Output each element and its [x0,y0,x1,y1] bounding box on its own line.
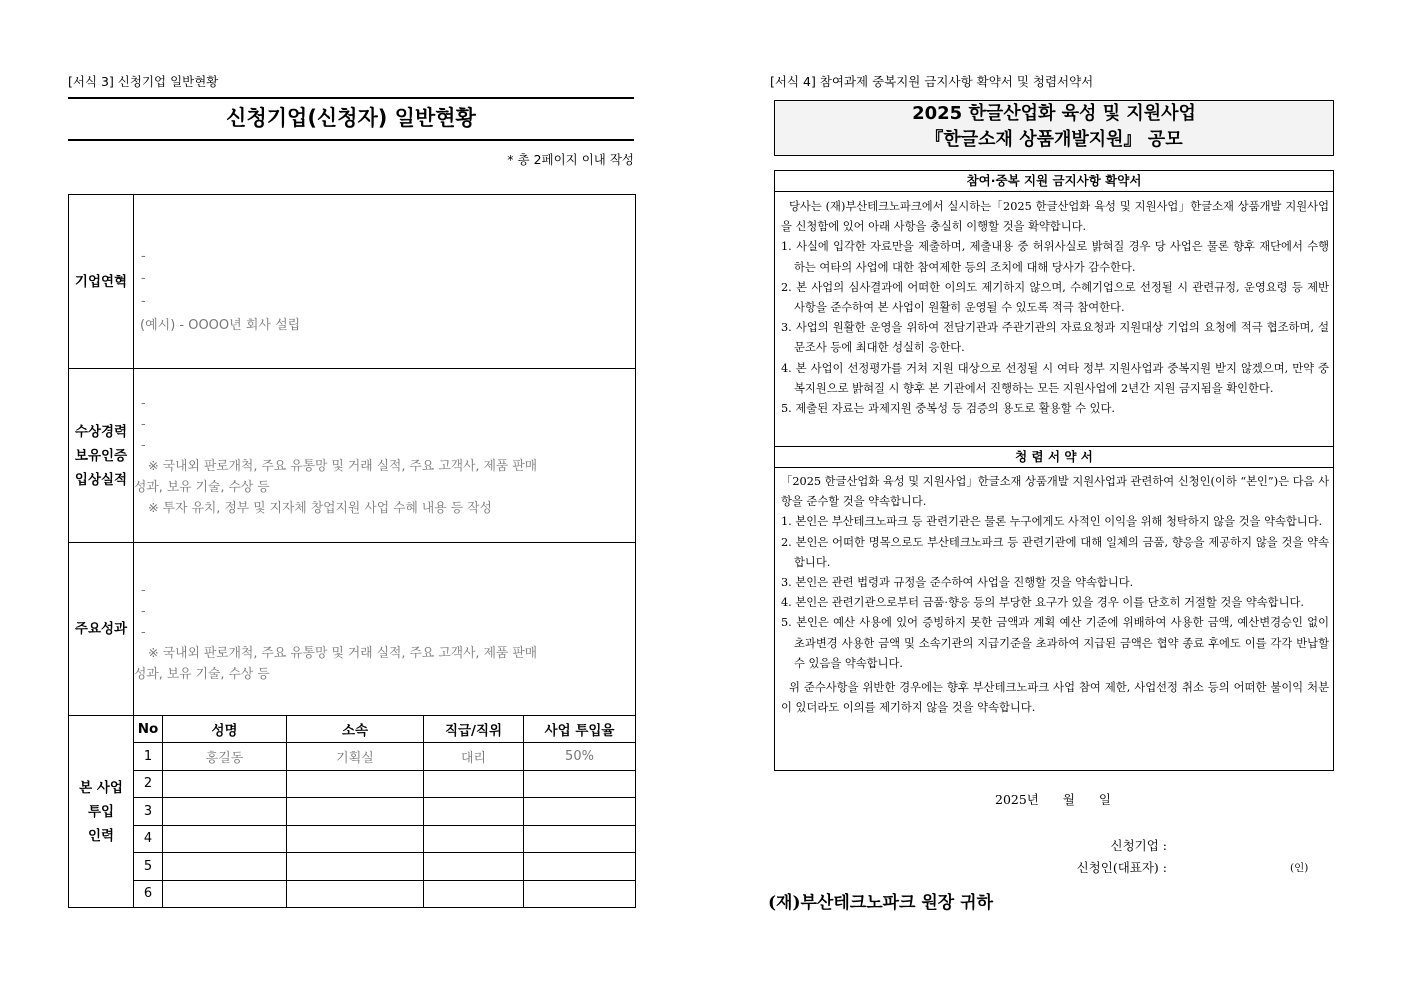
staff-head [69,716,134,908]
staff-cell-rate[interactable] [524,880,636,908]
staff-cell-name[interactable] [163,880,287,908]
integrity-body [781,472,1329,718]
integrity-outro: 위 준수사항을 위반한 경우에는 향후 부산테크노파크 사업 참여 제한, 사업선정 취소 등의 어떠한 불이익 처분이 있더라도 이의를 제기하지 않을 것을 약속합니다. [781,681,1329,715]
staff-col-position: 직급/직위 [424,716,524,743]
addressee: (재)부산테크노파크 원장 귀하 [768,893,993,913]
form-3-label: [서식 3] 신청기업 일반현황 [68,74,219,89]
history-line: - [141,293,146,309]
staff-cell-no: 2 [134,770,163,798]
table-row [69,853,636,881]
announcement-title-line-2: 『한글소재 상품개발지원』 공모 [925,129,1183,150]
pledge-item: 3. 사업의 원활한 운영을 위하여 전담기관과 주관기관의 자료요청과 지원대상 기업의 요청에 적극 협조하며, 설문조사 등에 최대한 성실히 응한다. [781,321,1329,355]
table-row [69,880,636,908]
history-head: 기업연혁 [69,195,134,369]
staff-cell-rate[interactable]: 50% [524,743,636,771]
staff-cell-position[interactable]: 대리 [424,743,524,771]
staff-cell-position[interactable] [424,853,524,881]
applicant-company-label: 신청기업 : [1110,838,1167,853]
staff-cell-no: 3 [134,798,163,826]
integrity-item: 5. 본인은 예산 사용에 있어 증빙하지 못한 금액과 계획 예산 기준에 위배하여 사용한 금액, 예산변경승인 없이 초과변경 사용한 금액 및 소속기관의 지급기준을 초과하여 지급된 금액은 협약 종료 후에도 이를 각각 반납할 수 있음을 약속합니다. [781,616,1329,670]
pledge-item: 5. 제출된 자료는 과제지원 중복성 등 검증의 용도로 활용할 수 있다. [781,402,1116,416]
signature-date[interactable]: 2025년 월 일 [995,792,1111,807]
staff-header-row [69,716,636,743]
achievements-line: - [141,603,146,619]
staff-cell-name[interactable]: 홍길동 [163,743,287,771]
pledge-item: 1. 사실에 입각한 자료만을 제출하며, 제출내용 중 허위사실로 밝혀질 경우 당 사업은 물론 향후 재단에서 수행하는 여타의 사업에 대한 참여제한 등의 조치에 대해 당사가 감수한다. [781,240,1329,274]
integrity-item: 1. 본인은 부산테크노파크 등 관련기관은 물론 누구에게도 사적인 이익을 위해 청탁하지 않을 것을 약속합니다. [781,515,1323,529]
announcement-title-line-1: 2025 한글산업화 육성 및 지원사업 [912,103,1196,124]
staff-cell-department[interactable] [287,825,424,853]
staff-head-line: 투입 [87,803,115,820]
staff-cell-name[interactable] [163,825,287,853]
staff-cell-position[interactable] [424,880,524,908]
page-limit-note: * 총 2페이지 이내 작성 [507,152,634,167]
table-row [69,743,636,771]
table-row [69,825,636,853]
applicant-rep-label: 신청인(대표자) : [1076,860,1167,875]
integrity-item: 3. 본인은 관련 법령과 규정을 준수하여 사업을 진행할 것을 약속합니다. [781,576,1134,590]
awards-row [69,369,636,543]
staff-cell-no: 4 [134,825,163,853]
awards-line: - [141,416,146,432]
pledge-intro: 당사는 (재)부산테크노파크에서 실시하는「2025 한글산업화 육성 및 지원사업」한글소재 상품개발 지원사업을 신청함에 있어 아래 사항을 충실히 이행할 것을 확약합니다. [781,200,1329,234]
staff-cell-rate[interactable] [524,853,636,881]
staff-col-name: 성명 [163,716,287,743]
pledge-box [774,170,1334,771]
announcement-title-box [774,100,1334,156]
achievements-head: 주요성과 [69,543,134,716]
staff-cell-name[interactable] [163,853,287,881]
integrity-item: 2. 본인은 어떠한 명목으로도 부산테크노파크 등 관련기관에 대해 일체의 금품, 향응을 제공하지 않을 것을 약속합니다. [781,535,1329,569]
staff-cell-name[interactable] [163,798,287,826]
awards-note-2: ※ 투자 유치, 정부 및 지자체 창업지원 사업 수혜 내용 등 작성 [148,500,492,516]
awards-field[interactable] [134,369,636,543]
staff-cell-department[interactable] [287,880,424,908]
title-rule-bottom [68,139,634,141]
seal-mark: (인) [1290,862,1309,874]
staff-cell-no: 5 [134,853,163,881]
staff-col-no: No [134,716,163,743]
integrity-intro: 「2025 한글산업화 육성 및 지원사업」한글소재 상품개발 지원사업과 관련하여 신청인(이하 “본인”)은 다음 사항을 준수할 것을 약속합니다. [781,475,1329,509]
staff-cell-rate[interactable] [524,798,636,826]
staff-col-rate: 사업 투입율 [524,716,636,743]
achievements-field[interactable] [134,543,636,716]
table-row [69,798,636,826]
achievements-row [69,543,636,716]
pledge-item: 2. 본 사업의 심사결과에 어떠한 이의도 제기하지 않으며, 수혜기업으로 선정될 시 관련규정, 운영요령 등 제반사항을 준수하여 본 사업이 원활히 운영될 수 있도록 적극 참여한다. [781,280,1329,315]
awards-line: - [141,395,146,411]
title-rule-top [68,97,634,99]
staff-col-department: 소속 [287,716,424,743]
general-status-table [68,194,636,908]
history-row [69,195,636,369]
awards-head [69,369,134,543]
awards-head-line: 보유인증 [74,447,128,464]
achievements-line: - [141,582,146,598]
staff-cell-position[interactable] [424,770,524,798]
staff-cell-department[interactable] [287,798,424,826]
awards-line: - [141,437,146,453]
staff-cell-rate[interactable] [524,770,636,798]
history-example: (예시) - OOOO년 회사 설립 [140,318,301,333]
staff-cell-no: 1 [134,743,163,771]
page-title-general-status: 신청기업(신청자) 일반현황 [226,106,476,130]
achievements-line: - [141,624,146,640]
staff-cell-department[interactable] [287,770,424,798]
awards-note-1-cont: 성과, 보유 기술, 수상 등 [134,479,270,495]
staff-head-line: 본 사업 [79,779,123,796]
history-field[interactable] [134,195,636,369]
pledge-head: 참여·중복 지원 금지사항 확약서 [775,171,1333,192]
form-4-label: [서식 4] 참여과제 중복지원 금지사항 확약서 및 청렴서약서 [770,74,1094,89]
awards-head-line: 입상실적 [74,471,128,488]
history-line: - [141,248,146,264]
staff-head-line: 인력 [87,827,115,844]
achievements-note-1: ※ 국내외 판로개척, 주요 유통망 및 거래 실적, 주요 고객사, 제품 판매 [148,645,538,661]
staff-cell-department[interactable] [287,853,424,881]
staff-cell-department[interactable]: 기획실 [287,743,424,771]
awards-head-line: 수상경력 [74,423,128,440]
staff-cell-name[interactable] [163,770,287,798]
pledge-body [781,197,1329,419]
staff-cell-rate[interactable] [524,825,636,853]
integrity-head: 청 렴 서 약 서 [775,446,1333,468]
history-line: - [141,271,146,286]
table-row [69,770,636,798]
awards-note-1: ※ 국내외 판로개척, 주요 유통망 및 거래 실적, 주요 고객사, 제품 판매 [148,458,538,474]
pledge-item: 4. 본 사업이 선정평가를 거쳐 지원 대상으로 선정될 시 여타 정부 지원사업과 중복지원 받지 않겠으며, 만약 중복지원으로 밝혀질 시 향후 본 기관에서 진행하는 모든 지원사업에 2년간 지원 금지됨을 확인한다. [781,361,1329,395]
achievements-note-1-cont: 성과, 보유 기술, 수상 등 [134,666,270,682]
staff-cell-position[interactable] [424,798,524,826]
staff-cell-position[interactable] [424,825,524,853]
integrity-item: 4. 본인은 관련기관으로부터 금품·향응 등의 부당한 요구가 있을 경우 이를 단호히 거절할 것을 약속합니다. [781,596,1304,610]
staff-cell-no: 6 [134,880,163,908]
